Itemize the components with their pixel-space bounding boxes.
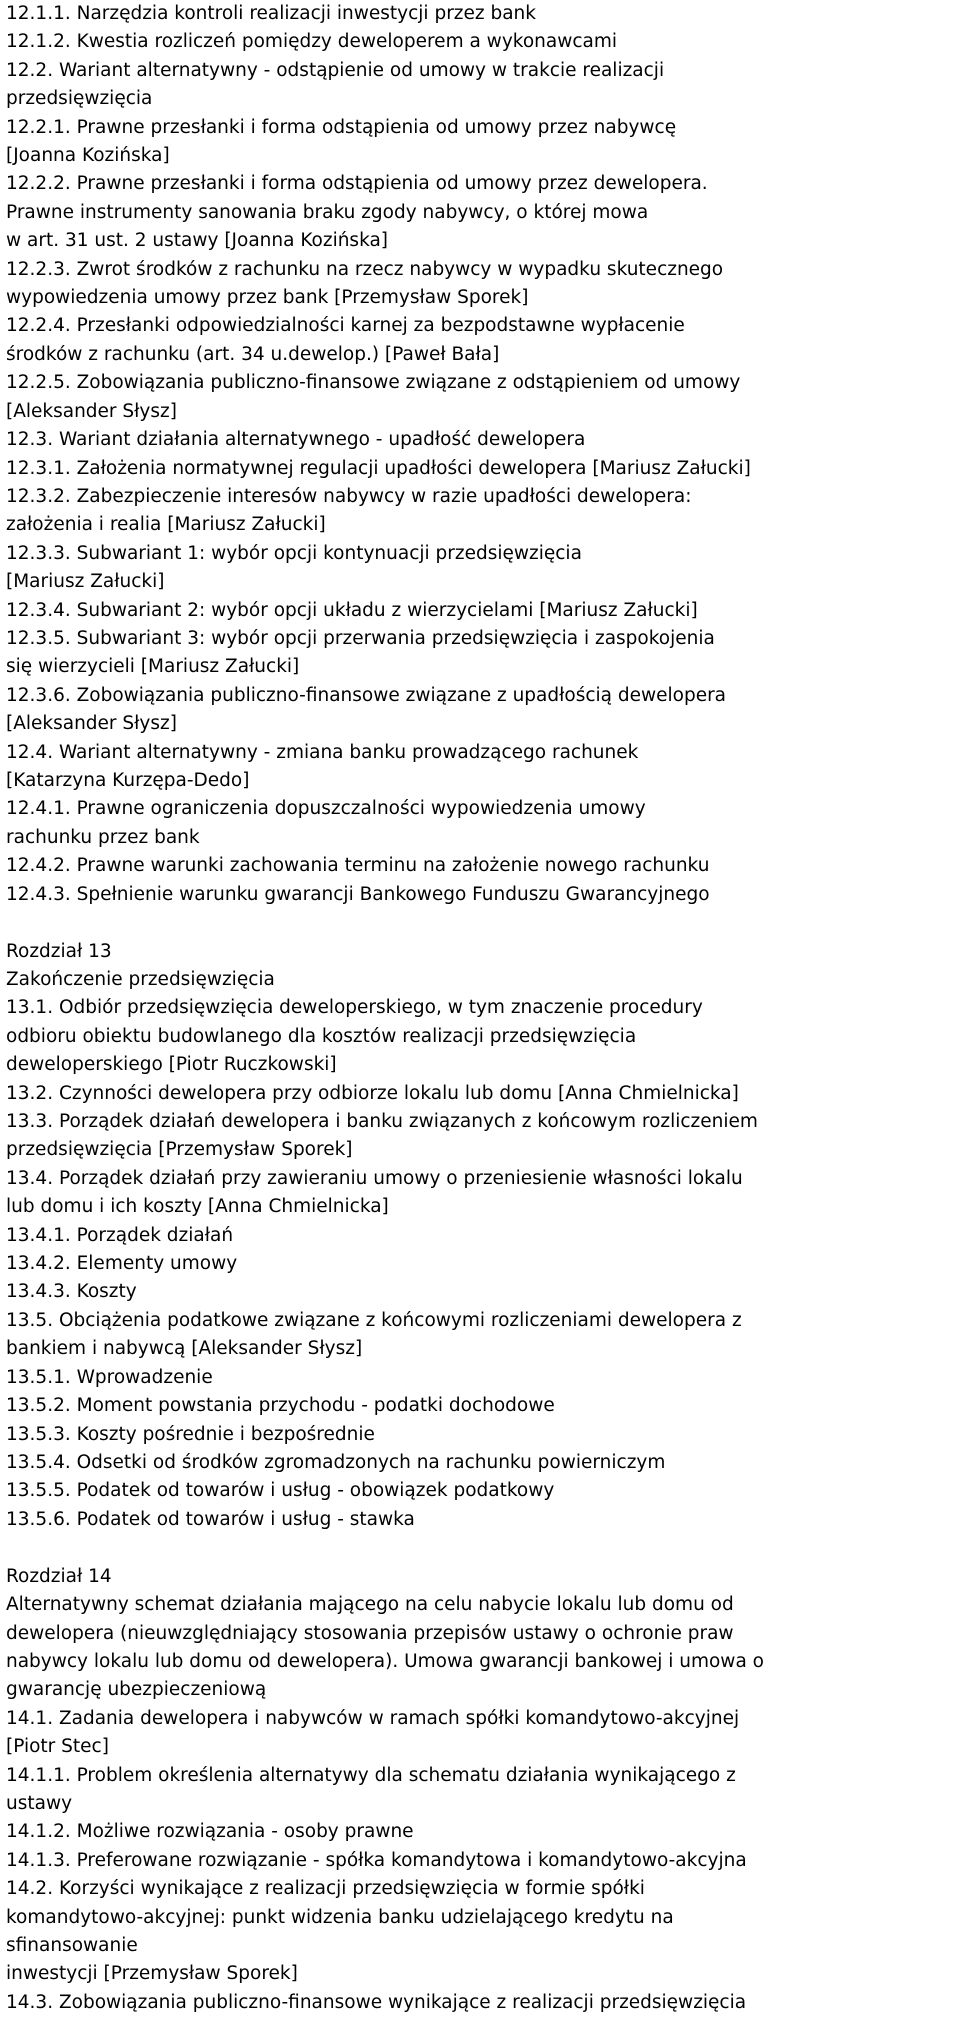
toc-line: 14.2. Korzyści wynikające z realizacji przedsięwzięcia w formie spółki	[6, 1878, 645, 1900]
toc-line: 13.2. Czynności dewelopera przy odbiorze lokalu lub domu [Anna Chmielnicka]	[6, 1082, 739, 1104]
toc-line: Zakończenie przedsięwzięcia	[6, 969, 275, 990]
toc-line: ustawy	[6, 1792, 73, 1814]
toc-line: 12.2.1. Prawne przesłanki i forma odstąpienia od umowy przez nabywcę	[6, 116, 677, 138]
toc-line: 12.2. Wariant alternatywny - odstąpienie od umowy w trakcie realizacji	[6, 59, 665, 81]
section-gap	[6, 909, 954, 938]
toc-line: 12.3.4. Subwariant 2: wybór opcji układu z wierzycielami [Mariusz Załucki]	[6, 599, 698, 621]
toc-line: 12.2.2. Prawne przesłanki i forma odstąpienia od umowy przez dewelopera.	[6, 173, 708, 195]
toc-line: dewelopera (nieuwzględniający stosowania przepisów ustawy o ochronie praw	[6, 1622, 734, 1644]
toc-chapter-14	[6, 1563, 954, 2017]
toc-line: 12.3.3. Subwariant 1: wybór opcji kontynuacji przedsięwzięcia	[6, 542, 582, 564]
toc-line: 14.1.1. Problem określenia alternatywy dla schematu działania wynikającego z	[6, 1764, 736, 1786]
toc-line: 12.3. Wariant działania alternatywnego - upadłość dewelopera	[6, 429, 586, 451]
toc-line: 13.5.2. Moment powstania przychodu - podatki dochodowe	[6, 1395, 555, 1417]
toc-line: deweloperskiego [Piotr Ruczkowski]	[6, 1054, 337, 1076]
toc-line: 12.2.3. Zwrot środków z rachunku na rzecz nabywcy w wypadku skutecznego	[6, 258, 724, 280]
toc-line: przedsięwzięcia	[6, 88, 153, 110]
toc-line: 12.3.2. Zabezpieczenie interesów nabywcy w razie upadłości dewelopera:	[6, 485, 692, 507]
section-gap	[6, 1534, 954, 1563]
toc-line: [Piotr Stec]	[6, 1736, 109, 1758]
toc-line: bankiem i nabywcą [Aleksander Słysz]	[6, 1338, 363, 1360]
toc-line: 14.1.2. Możliwe rozwiązania - osoby prawne	[6, 1821, 414, 1843]
toc-line: sfinansowanie	[6, 1935, 138, 1956]
toc-line: 12.2.4. Przesłanki odpowiedzialności karnej za bezpodstawne wypłacenie	[6, 315, 685, 337]
toc-line: 14.1. Zadania dewelopera i nabywców w ramach spółki komandytowo-akcyjnej	[6, 1707, 740, 1729]
toc-line: [Katarzyna Kurzępa-Dedo]	[6, 769, 250, 791]
toc-line: 13.5.3. Koszty pośrednie i bezpośrednie	[6, 1423, 375, 1445]
toc-line: wypowiedzenia umowy przez bank [Przemysław Sporek]	[6, 287, 529, 309]
toc-line: [Aleksander Słysz]	[6, 400, 177, 422]
toc-line: się wierzycieli [Mariusz Załucki]	[6, 656, 300, 678]
toc-line: 14.1.3. Preferowane rozwiązanie - spółka komandytowa i komandytowo-akcyjna	[6, 1849, 747, 1871]
toc-line: 13.5.6. Podatek od towarów i usług - stawka	[6, 1508, 415, 1530]
toc-line: Prawne instrumenty sanowania braku zgody nabywcy, o której mowa	[6, 201, 649, 223]
toc-line: w art. 31 ust. 2 ustawy [Joanna Kozińska]	[6, 230, 389, 252]
toc-line: założenia i realia [Mariusz Załucki]	[6, 514, 326, 536]
toc-line: 13.4. Porządek działań przy zawieraniu umowy o przeniesienie własności lokalu	[6, 1167, 743, 1189]
toc-line: nabywcy lokalu lub domu od dewelopera). Umowa gwarancji bankowej i umowa o	[6, 1650, 764, 1672]
toc-line: 13.5.5. Podatek od towarów i usług - obowiązek podatkowy	[6, 1480, 555, 1502]
toc-line: 13.4.2. Elementy umowy	[6, 1253, 238, 1275]
toc-line: 12.3.6. Zobowiązania publiczno-finansowe związane z upadłością dewelopera	[6, 684, 727, 706]
toc-line: 13.4.1. Porządek działań	[6, 1224, 234, 1246]
toc-line: Rozdział 13	[6, 940, 112, 962]
toc-line: komandytowo-akcyjnej: punkt widzenia banku udzielającego kredytu na	[6, 1906, 674, 1928]
toc-line: 12.4. Wariant alternatywny - zmiana banku prowadzącego rachunek	[6, 741, 639, 763]
toc-line: 13.3. Porządek działań dewelopera i banku związanych z końcowym rozliczeniem	[6, 1111, 758, 1133]
toc-line: lub domu i ich koszty [Anna Chmielnicka]	[6, 1196, 389, 1218]
toc-line: 12.1.2. Kwestia rozliczeń pomiędzy deweloperem a wykonawcami	[6, 31, 617, 53]
toc-chapter-13	[6, 938, 954, 1535]
toc-section-12	[6, 0, 954, 909]
toc-line: 13.5. Obciążenia podatkowe związane z końcowymi rozliczeniami dewelopera z	[6, 1309, 742, 1331]
toc-line: Alternatywny schemat działania mającego na celu nabycie lokalu lub domu od	[6, 1594, 734, 1616]
toc-line: inwestycji [Przemysław Sporek]	[6, 1963, 298, 1985]
toc-line: 12.3.5. Subwariant 3: wybór opcji przerwania przedsięwzięcia i zaspokojenia	[6, 627, 715, 649]
toc-line: 13.4.3. Koszty	[6, 1281, 137, 1303]
toc-line: 14.3. Zobowiązania publiczno-finansowe wynikające z realizacji przedsięwzięcia	[6, 1991, 747, 2013]
toc-line: gwarancję ubezpieczeniową	[6, 1679, 267, 1701]
toc-line: 12.2.5. Zobowiązania publiczno-finansowe związane z odstąpieniem od umowy	[6, 372, 741, 394]
toc-line: 13.1. Odbiór przedsięwzięcia deweloperskiego, w tym znaczenie procedury	[6, 997, 703, 1019]
toc-line: środków z rachunku (art. 34 u.dewelop.) [Paweł Bała]	[6, 343, 500, 365]
toc-line: 12.4.3. Spełnienie warunku gwarancji Bankowego Funduszu Gwarancyjnego	[6, 883, 710, 905]
toc-line: [Mariusz Załucki]	[6, 571, 165, 593]
toc-line: przedsięwzięcia [Przemysław Sporek]	[6, 1139, 353, 1161]
toc-line: odbioru obiektu budowlanego dla kosztów realizacji przedsięwzięcia	[6, 1025, 637, 1047]
toc-line: 12.4.1. Prawne ograniczenia dopuszczalności wypowiedzenia umowy	[6, 798, 646, 820]
toc-line: 13.5.4. Odsetki od środków zgromadzonych na rachunku powierniczym	[6, 1451, 666, 1473]
toc-line: 13.5.1. Wprowadzenie	[6, 1366, 213, 1388]
toc-line: rachunku przez bank	[6, 826, 200, 848]
toc-line: 12.1.1. Narzędzia kontroli realizacji inwestycji przez bank	[6, 3, 536, 24]
toc-line: Rozdział 14	[6, 1565, 112, 1587]
toc-line: 12.4.2. Prawne warunki zachowania terminu na założenie nowego rachunku	[6, 855, 710, 877]
toc-line: [Aleksander Słysz]	[6, 713, 177, 735]
toc-line: 12.3.1. Założenia normatywnej regulacji upadłości dewelopera [Mariusz Załucki]	[6, 457, 751, 479]
toc-line: [Joanna Kozińska]	[6, 145, 170, 167]
